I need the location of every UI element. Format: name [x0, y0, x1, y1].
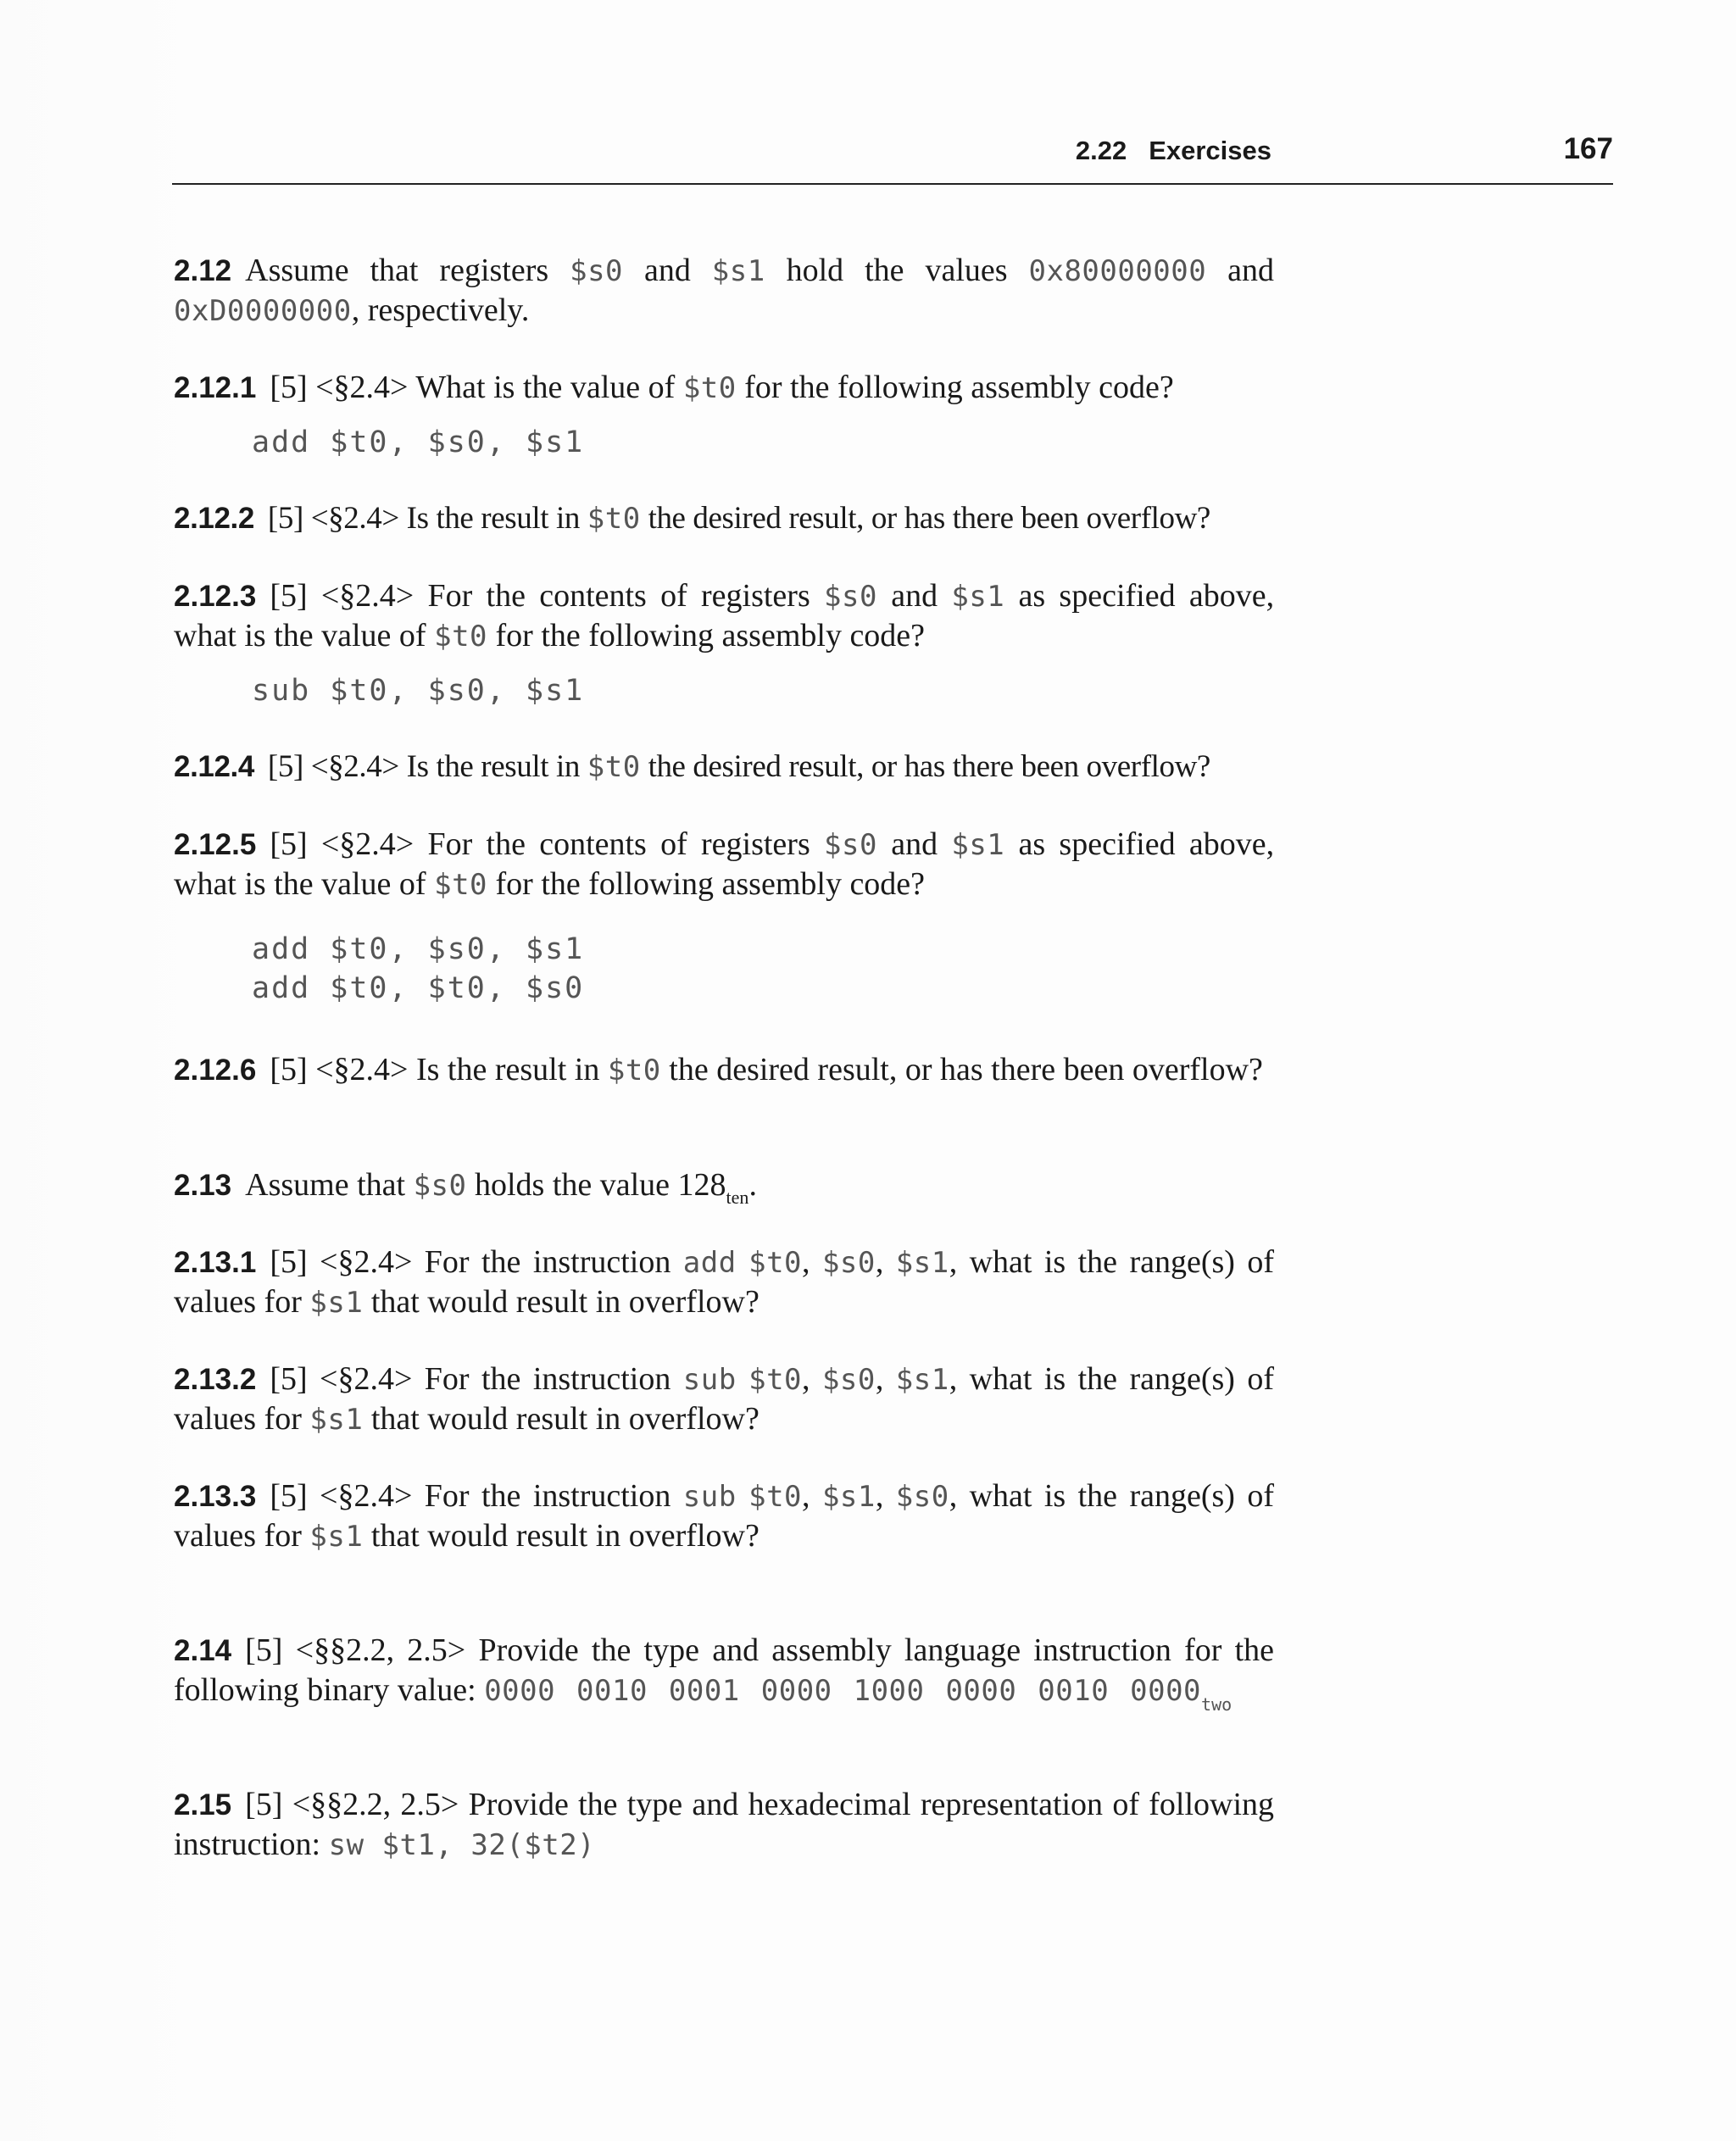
- exercise-2-12-6: [174, 1050, 1274, 1090]
- exercise-label: 2.13.1: [174, 1246, 257, 1279]
- exercise-2-12-4: [174, 748, 1274, 787]
- register: $s0: [895, 1480, 949, 1514]
- text: as specified above, what is the value of: [174, 578, 1275, 653]
- code-block: add $t0, $t0, $s0: [252, 971, 585, 1005]
- text: , respectively.: [351, 292, 530, 328]
- text: the desired result, or has there been overflow?: [669, 1052, 1263, 1087]
- text: and: [1227, 253, 1275, 288]
- binary-value: 0000 0010 0001 0000 1000 0000 0010 0000: [484, 1674, 1202, 1708]
- exercise-2-14: [174, 1631, 1275, 1715]
- register: $t0: [607, 1054, 661, 1087]
- running-header: [172, 127, 1613, 185]
- text: For the instruction: [424, 1478, 671, 1514]
- points-section: [5] <§2.4>: [270, 1052, 409, 1087]
- text: for the following assembly code?: [744, 370, 1174, 405]
- register: $t0: [434, 868, 488, 902]
- exercise-2-13: [174, 1165, 1274, 1208]
- exercise-label: 2.12.6: [174, 1054, 257, 1087]
- exercise-label: 2.13.3: [174, 1480, 257, 1513]
- register: $t0: [682, 371, 737, 405]
- register: $t0: [587, 750, 641, 784]
- register: $t0: [748, 1480, 803, 1514]
- register: $s1: [821, 1480, 876, 1514]
- register: $t0: [748, 1363, 803, 1397]
- exercise-2-13-3: 2.13.3 [5] <§2.4> For the instruction sub $t0, $s1, $s0, what is the range(s) of values for $s1 that would result in overflow?: [174, 1478, 1274, 1554]
- code-block: add $t0, $s0, $s1: [252, 932, 585, 966]
- section-heading: [1076, 136, 1271, 166]
- hex-value: 0x80000000: [1028, 254, 1207, 288]
- text: Provide the type and assembly language instruction for the following binary value:: [174, 1632, 1275, 1708]
- register: $s1: [951, 580, 1005, 614]
- exercise-2-15: [174, 1785, 1274, 1865]
- points-section: [5] <§2.4>: [267, 501, 399, 536]
- text: , what is the range(s) of values for: [174, 1244, 1274, 1320]
- register: $s1: [309, 1403, 364, 1437]
- text: Is the result in: [406, 501, 580, 536]
- exercise-label: 2.12.5: [174, 828, 257, 861]
- points-section: [5] <§2.4>: [270, 1361, 413, 1397]
- section-title: Exercises: [1149, 136, 1271, 165]
- text: for the following assembly code?: [495, 866, 926, 902]
- register: $s1: [895, 1246, 949, 1280]
- opcode: sub: [682, 1363, 737, 1397]
- text: Is the result in: [406, 749, 580, 784]
- exercise-2-13-2: 2.13.2 [5] <§2.4> For the instruction sub $t0, $s0, $s1, what is the range(s) of values for $s1 that would result in overflow?: [174, 1361, 1274, 1437]
- exercise-label: 2.12.1: [174, 371, 257, 404]
- register: $t0: [434, 620, 488, 653]
- exercise-2-12-2: [174, 499, 1274, 538]
- exercise-2-12: [174, 251, 1274, 331]
- subscript: two: [1201, 1694, 1232, 1715]
- points-section: [5] <§§2.2, 2.5>: [245, 1632, 466, 1668]
- register: $t0: [748, 1246, 803, 1280]
- register: $s0: [824, 828, 877, 862]
- text: the desired result, or has there been overflow?: [648, 501, 1210, 536]
- text: Assume that: [245, 1167, 406, 1203]
- text: For the contents of registers: [427, 826, 810, 862]
- text: that would result in overflow?: [370, 1401, 760, 1437]
- points-section: [5] <§2.4>: [270, 1244, 413, 1280]
- text: that would result in overflow?: [370, 1284, 760, 1320]
- register: $s1: [895, 1363, 949, 1397]
- text: and: [891, 578, 938, 614]
- exercise-label: 2.13: [174, 1169, 232, 1202]
- exercise-label: 2.12: [174, 254, 232, 287]
- text: the desired result, or has there been overflow?: [648, 749, 1210, 784]
- register: $s1: [711, 254, 765, 288]
- points-section: [5] <§2.4>: [270, 1478, 413, 1514]
- text: For the instruction: [424, 1361, 671, 1397]
- text: for the following assembly code?: [495, 618, 926, 653]
- text: and: [643, 253, 691, 288]
- section-number: 2.22: [1075, 136, 1127, 165]
- text: hold the values: [786, 253, 1008, 288]
- register: $s1: [309, 1286, 364, 1320]
- exercise-label: 2.15: [174, 1788, 232, 1821]
- register: $s1: [951, 828, 1005, 862]
- text: as specified above, what is the value of: [174, 826, 1275, 902]
- code-block: add $t0, $s0, $s1: [252, 425, 585, 459]
- text: that would result in overflow?: [370, 1518, 760, 1554]
- register: $s0: [413, 1169, 467, 1203]
- register: $s1: [309, 1520, 364, 1554]
- exercise-2-12-3: [174, 576, 1274, 656]
- points-section: [5] <§2.4>: [267, 749, 399, 784]
- exercise-label: 2.14: [174, 1634, 232, 1667]
- register: $t0: [587, 502, 641, 536]
- opcode: add: [682, 1246, 737, 1280]
- points-section: [5] <§§2.2, 2.5>: [245, 1787, 459, 1822]
- text: For the instruction: [424, 1244, 671, 1280]
- text: and: [891, 826, 938, 862]
- text: holds the value 128: [474, 1167, 726, 1203]
- points-section: [5] <§2.4>: [270, 578, 415, 614]
- instruction: sw $t1, 32($t2): [328, 1828, 596, 1862]
- page-edge: [0, 0, 203, 2141]
- register: $s0: [570, 254, 624, 288]
- text: What is the value of: [415, 370, 676, 405]
- code-block: sub $t0, $s0, $s1: [252, 674, 585, 708]
- exercise-label: 2.13.2: [174, 1363, 257, 1396]
- text: .: [748, 1167, 757, 1203]
- register: $s0: [821, 1363, 876, 1397]
- text: Is the result in: [415, 1052, 600, 1087]
- text: Provide the type and hexadecimal representation of following instruction:: [174, 1787, 1275, 1862]
- text: Assume that registers: [245, 253, 549, 288]
- subscript: ten: [726, 1187, 749, 1208]
- exercise-list: [174, 251, 1274, 1865]
- text: For the contents of registers: [427, 578, 810, 614]
- points-section: [5] <§2.4>: [270, 826, 415, 862]
- exercise-label: 2.12.3: [174, 580, 257, 613]
- points-section: [5] <§2.4>: [270, 370, 409, 405]
- exercise-label: 2.12.2: [174, 502, 254, 535]
- exercise-2-12-1: [174, 368, 1274, 408]
- exercise-2-12-5: [174, 825, 1274, 904]
- opcode: sub: [682, 1480, 737, 1514]
- exercise-label: 2.12.4: [174, 750, 254, 783]
- register: $s0: [824, 580, 877, 614]
- exercise-2-13-1: 2.13.1 [5] <§2.4> For the instruction add $t0, $s0, $s1, what is the range(s) of values for $s1 that would result in overflow?: [174, 1244, 1274, 1320]
- hex-value: 0xD0000000: [174, 294, 352, 328]
- register: $s0: [821, 1246, 876, 1280]
- text: , what is the range(s) of values for: [174, 1478, 1274, 1554]
- text: , what is the range(s) of values for: [174, 1361, 1274, 1437]
- page-number: 167: [1563, 132, 1613, 165]
